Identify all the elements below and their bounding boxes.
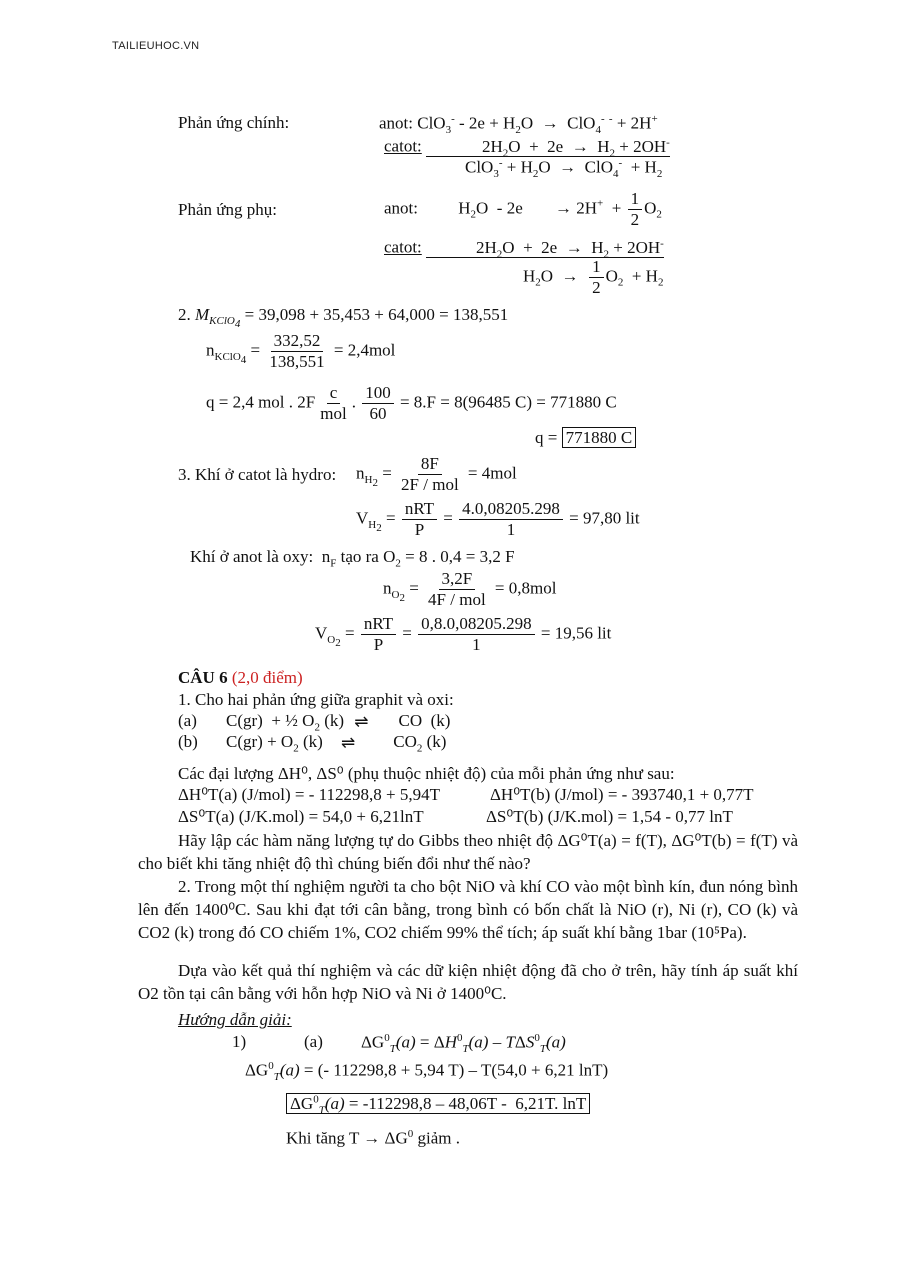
solution-eq1: $\Delta G^0_T(a) = \Delta H^0_T(a) - T\Delta S^0_T(a)$ — [361, 1032, 566, 1056]
solution-number: 1) — [232, 1032, 247, 1051]
site-header: TAILIEUHOC.VN — [112, 40, 200, 52]
n-o2-equation: $n_{O_2}$ = $\frac{3,2F}{\text{4F / mol}}$ = 0,8mol — [383, 569, 557, 609]
question-1-task: Hãy lập các hàm năng lượng tự do Gibbs theo nhiệt độ ΔG⁰T(a) = f(T), ΔG⁰T(b) = f(T) và cho biết khi tăng nhiệt độ thì chúng biến đổi như thế nào? — [138, 831, 798, 873]
reaction-b-label: (b) — [178, 732, 198, 751]
charge-result: q = 771880 C — [535, 428, 636, 448]
charge-result-box: 771880 C — [562, 427, 637, 448]
main-anode-equation: anot: $ClO_3^- - 2e + H_2O \to ClO_4^-$ - + 2H+ — [379, 113, 658, 137]
question-1-intro: 1. Cho hai phản ứng giữa graphit và oxi: — [178, 690, 454, 709]
question-2-text: 2. Trong một thí nghiệm người ta cho bột NiO và khí CO vào một bình kín, đun nóng bình lên đến 1400⁰C. Sau khi đạt tới cân bằng, trong bình có bốn chất là NiO (r), Ni (r), CO (k) và CO2 (k) trong đó CO chiếm 1%, CO2 chiếm 99% thể tích; áp suất khí bằng 1bar (10⁵Pa). — [138, 877, 798, 942]
v-o2-equation: $V_{O_2}$ = $\frac{\text{nRT}}{P}$ = $\frac{0,8.0,08205.298}{1}$ = 19,56 lit — [315, 614, 612, 654]
solution-conclusion: Khi tăng $T \to \Delta G^0$ giảm . — [286, 1128, 460, 1148]
guide-title: Hướng dẫn giải: — [178, 1010, 292, 1029]
v-h2-equation: $V_{H_2}$ = $\frac{\text{nRT}}{P}$ = $\frac{4.0,08205.298}{1}$ = 97,80 lit — [356, 499, 640, 539]
side-reaction-label: Phản ứng phụ: — [178, 200, 277, 219]
side-anode-equation: anot: $H_2O - 2e \to 2H^+$ + $\frac{1}{2}$ $O_2$ — [384, 189, 662, 229]
cathode-gas-text: 3. Khí ở catot là hydro: — [178, 465, 337, 484]
side-cathode-equation: catot: $2H_2O + 2e \to H_2 + 2OH^-$ — [384, 237, 664, 261]
molar-mass-equation: 2. $M_{KClO_4} = 39,098 + 35,453 + 64,000 = 138,551$ — [178, 305, 509, 331]
question-number: CÂU 6 — [178, 668, 228, 687]
entropy-a: ΔS⁰T(a) (J/K.mol) = 54,0 + 6,21lnT — [178, 807, 424, 826]
side-total-equation: $H_2O$ → $\frac{1}{2}$ $O_2 + H_2$ — [523, 257, 664, 297]
main-total-equation: $ClO_3^- + H_2O \to ClO_4^- + H_2$ — [465, 157, 663, 181]
moles-equation: $n_{KClO_4}$ = $\frac{332,52}{138,551}$ = 2,4mol — [206, 331, 396, 371]
reaction-a-label: (a) — [178, 711, 197, 730]
question-2-task: Dựa vào kết quả thí nghiệm và các dữ kiện nhiệt động đã cho ở trên, hãy tính áp suất khí O2 tồn tại cân bằng với hỗn hợp NiO và Ni ở 1400⁰C. — [138, 961, 798, 1003]
solution-eq3: $\Delta G^0_T(a) = -112298,8 - 48,06T - 6,21T$. lnT — [286, 1093, 590, 1116]
reaction-b: $C(gr) + O_2$ (k) ⇌ $CO_2$ (k) — [226, 732, 447, 755]
charge-equation: q = 2,4 mol . 2F $\frac{c}{\text{mol}}$ . $\frac{100}{60}$ = 8.F = 8(96485 C) = 771880 C — [206, 383, 617, 423]
n-h2-equation: $n_{H_2}$ = $\frac{8F}{\text{2F / mol}}$ = 4mol — [356, 454, 517, 494]
solution-part-a: (a) — [304, 1032, 323, 1051]
main-cathode-equation: catot: $2H_2O + 2e \to H_2 + 2OH^-$ — [384, 136, 670, 160]
main-reaction-label: Phản ứng chính: — [178, 113, 290, 132]
enthalpy-b: ΔH⁰T(b) (J/mol) = - 393740,1 + 0,77T — [490, 785, 754, 804]
question-points: (2,0 điểm) — [231, 668, 303, 687]
quantities-intro: Các đại lượng ΔH⁰, ΔS⁰ (phụ thuộc nhiệt độ) của mỗi phản ứng như sau: — [178, 764, 675, 783]
enthalpy-a: ΔH⁰T(a) (J/mol) = - 112298,8 + 5,94T — [178, 785, 440, 804]
entropy-b: ΔS⁰T(b) (J/K.mol) = 1,54 - 0,77 lnT — [486, 807, 733, 826]
reaction-a: C(gr) + ½ $O_2$ (k) ⇌ CO (k) — [226, 711, 451, 734]
question-title — [178, 668, 303, 688]
anode-gas-text: Khí ở anot là oxy: $n_F$ tạo ra $O_2 = 8$ . 0,4 = 3,2 F — [190, 547, 515, 570]
solution-eq2: $\Delta G^0_T(a)$ = (- 112298,8 + 5,94 T) – T(54,0 + 6,21 lnT) — [245, 1060, 609, 1084]
